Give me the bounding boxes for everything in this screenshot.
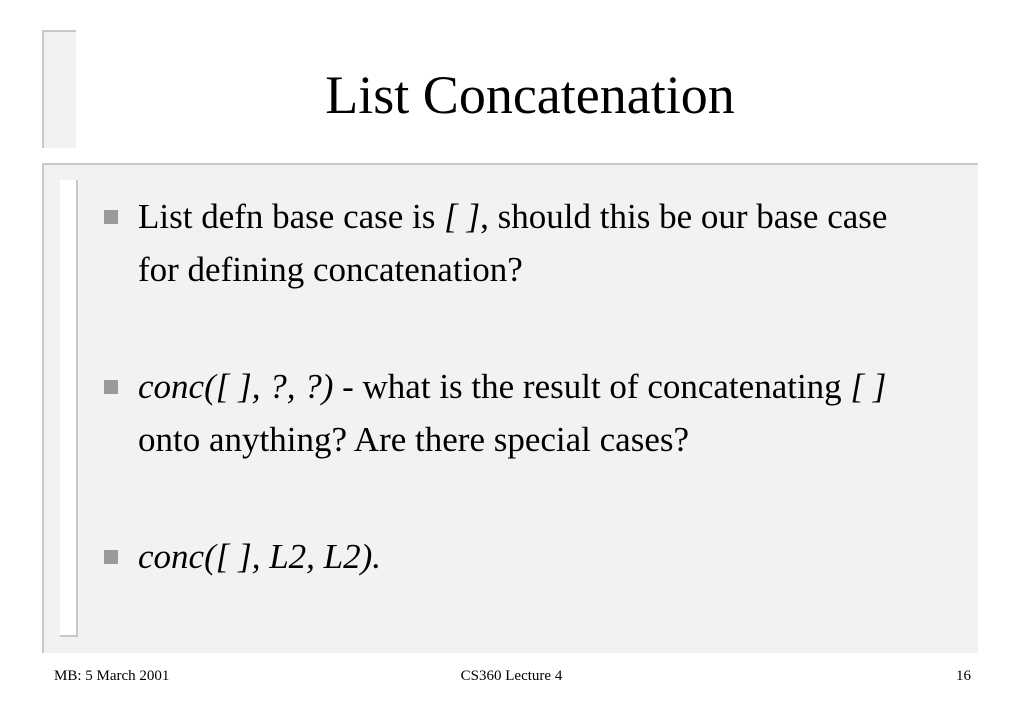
footer-date: MB: 5 March 2001 xyxy=(54,668,170,684)
title-accent-bar xyxy=(42,30,76,148)
bullet-text-part: conc([ ], ?, ?) xyxy=(138,367,334,406)
square-bullet-icon xyxy=(104,380,118,394)
bullet-item xyxy=(104,530,924,583)
square-bullet-icon xyxy=(104,550,118,564)
bullet-text-part: onto anything? Are there special cases? xyxy=(138,420,690,459)
bullet-text-part: , should this be our base case for defining concatenation? xyxy=(138,197,888,289)
slide-title: List Concatenation xyxy=(325,65,735,125)
bullet-text-part: conc([ ], L2, L2). xyxy=(138,537,382,576)
bullet-list xyxy=(104,190,924,583)
content-accent-bar xyxy=(60,180,78,637)
bullet-item xyxy=(104,190,924,296)
bullet-item xyxy=(104,360,924,466)
bullet-text-part: [ ] xyxy=(444,197,481,236)
bullet-text-part: List defn base case is xyxy=(138,197,445,236)
bullet-text-part: - what is the result of concatenating xyxy=(333,367,851,406)
bullet-text-part: [ ] xyxy=(850,367,887,406)
footer-course: CS360 Lecture 4 xyxy=(460,668,563,684)
footer-page-number: 16 xyxy=(956,668,971,684)
square-bullet-icon xyxy=(104,210,118,224)
